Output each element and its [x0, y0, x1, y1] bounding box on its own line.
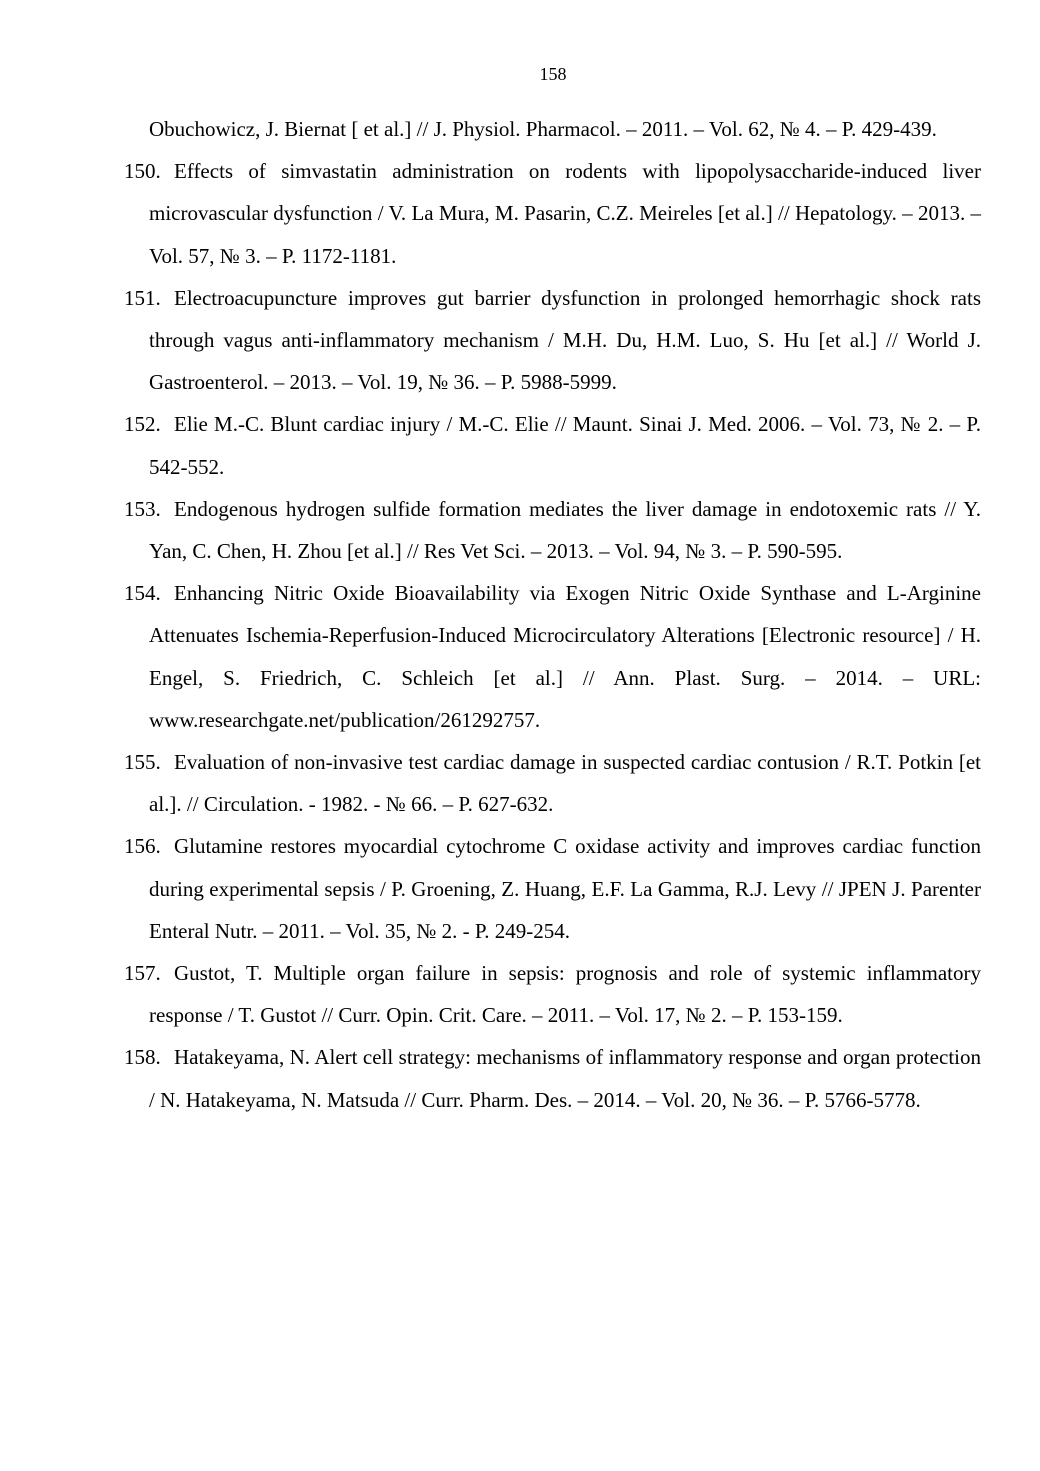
reference-item-157: [124, 952, 981, 1036]
reference-number: 158.: [124, 1045, 161, 1070]
reference-number: 151.: [124, 285, 161, 310]
reference-item-156: [124, 825, 981, 952]
reference-item-158: [124, 1036, 981, 1120]
reference-number: 156.: [124, 834, 161, 859]
reference-text: Glutamine restores myocardial cytochrome C oxidase activity and improves cardiac function during experimental sepsis / P. Groening, Z. Huang, E.F. La Gamma, R.J. Levy // JPEN J. Parenter Enteral Nutr. – 2011. – Vol. 35, № 2. - P. 249-254.: [149, 834, 981, 943]
reference-item-150: [124, 150, 981, 277]
reference-text: Electroacupuncture improves gut barrier dysfunction in prolonged hemorrhagic shock rats through vagus anti-inflammatory mechanism / M.H. Du, H.M. Luo, S. Hu [et al.] // World J. Gastroenterol. – 2013. – Vol. 19, № 36. – P. 5988-5999.: [149, 285, 981, 395]
reference-text: Enhancing Nitric Oxide Bioavailability via Exogen Nitric Oxide Synthase and L-Arginine Attenuates Ischemia-Reperfusion-Induced Microcirculatory Alterations [Electronic resource] / H. Engel, S. Friedrich, C. Schleich [et al.] // Ann. Plast. Surg. – 2014. – URL: www.researchgate.net/publication/261292757.: [149, 581, 981, 732]
reference-text: Gustot, T. Multiple organ failure in sepsis: prognosis and role of systemic inflammatory response / T. Gustot // Curr. Opin. Crit. Care. – 2011. – Vol. 17, № 2. – P. 153-159.: [149, 961, 981, 1028]
reference-number: 154.: [124, 581, 161, 606]
reference-text: Evaluation of non-invasive test cardiac damage in suspected cardiac contusion / R.T. Potkin [et al.]. // Circulation. - 1982. - № 66. – P. 627-632.: [149, 750, 981, 817]
reference-text: Hatakeyama, N. Alert cell strategy: mechanisms of inflammatory response and organ protection / N. Hatakeyama, N. Matsuda // Curr. Pharm. Des. – 2014. – Vol. 20, № 36. – P. 5766-5778.: [149, 1045, 981, 1112]
reference-item-154: [124, 572, 981, 741]
reference-item-155: [124, 741, 981, 825]
reference-item-153: [124, 488, 981, 572]
reference-item-151: [124, 277, 981, 404]
reference-number: 152.: [124, 412, 161, 437]
reference-text: Elie M.-C. Blunt cardiac injury / M.-C. Elie // Maunt. Sinai J. Med. 2006. – Vol. 73, № 2. – P. 542-552.: [149, 412, 981, 479]
reference-number: 153.: [124, 496, 161, 521]
reference-number: 150.: [124, 159, 161, 184]
reference-item-152: [124, 403, 981, 487]
reference-text: Endogenous hydrogen sulfide formation mediates the liver damage in endotoxemic rats // Y. Yan, C. Chen, H. Zhou [et al.] // Res Vet Sci. – 2013. – Vol. 94, № 3. – P. 590-595.: [149, 496, 981, 564]
reference-list: [124, 108, 981, 1121]
reference-text: Effects of simvastatin administration on rodents with lipopolysaccharide-induced liver microvascular dysfunction / V. La Mura, M. Pasarin, C.Z. Meireles [et al.] // Hepatology. – 2013. – Vol. 57, № 3. – P. 1172-1181.: [149, 159, 981, 268]
page-number: 158: [539, 64, 567, 84]
reference-continuation: Obuchowicz, J. Biernat [ et al.] // J. Physiol. Pharmacol. – 2011. – Vol. 62, № 4. – P. 429-439.: [149, 117, 937, 141]
reference-number: 157.: [124, 961, 161, 986]
reference-number: 155.: [124, 750, 161, 775]
